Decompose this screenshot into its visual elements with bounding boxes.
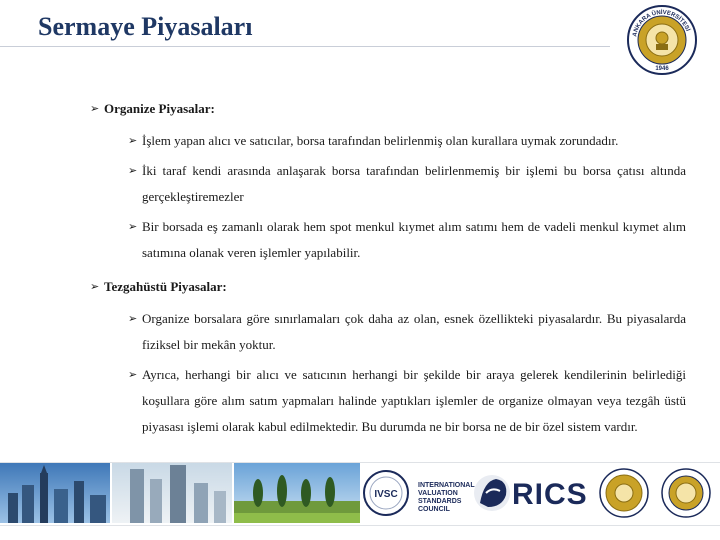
university-name-text: ANKARA ÜNİVERSİTESİ (632, 9, 691, 38)
arrow-bullet-icon: ➢ (128, 369, 138, 381)
city-skyline-image (0, 463, 360, 523)
arrow-bullet-icon: ➢ (90, 103, 100, 115)
tezgah-item-text: Organize borsalara göre sınırlamaları çok daha az olan, esnek özellikteki piyasalardır. Bu piyasalarda fiziksel bir mekân yoktur. (142, 311, 686, 352)
university-seal-small-icon (662, 469, 710, 517)
list-item (90, 306, 686, 358)
arrow-bullet-icon: ➢ (128, 135, 138, 147)
tezgah-item-text: Ayrıca, herhangi bir alıcı ve satıcının herhangi bir şekilde bir araya gelerek kendilerinin belirlediği koşullara göre alım satım yapmaları halinde yaptıkları işlemler de organize olmayan veya tezgâh üstü piyasası işlemi olarak kabul edilmektedir. Bu durumda ne bir borsa ne de bir özel sistem vardır. (142, 367, 686, 434)
university-seal-logo (626, 4, 698, 76)
ivsc-logo-icon (364, 471, 408, 515)
ivsc-caption-line: COUNCIL (418, 506, 450, 513)
list-item (90, 158, 686, 210)
arrow-bullet-icon: ➢ (128, 221, 138, 233)
title-divider (0, 46, 610, 47)
list-item (90, 128, 686, 154)
arrow-bullet-icon: ➢ (90, 281, 100, 293)
organize-item-text: Bir borsada eş zamanlı olarak hem spot menkul kıymet alım satımı hem de vadeli menkul kıymet alım satımına olanak veren işlemler yapılabilir. (142, 219, 686, 260)
ivsc-caption-line: INTERNATIONAL (418, 482, 475, 489)
slide-title: Sermaye Piyasaları (38, 12, 253, 41)
tezgah-heading-row (90, 274, 686, 300)
list-item (90, 214, 686, 266)
rics-logo-text: RICS (512, 478, 588, 511)
organize-item-text: İki taraf kendi arasında anlaşarak borsa tarafından belirlenmemiş bir işlemi bu borsa çatısı altında gerçekleştiremezler (142, 163, 686, 204)
university-emblem-icon (600, 469, 648, 517)
list-item (90, 362, 686, 440)
tezgah-heading: Tezgahüstü Piyasalar: (104, 279, 227, 294)
university-year-text: 1946 (655, 66, 669, 72)
slide-content (90, 96, 686, 444)
organize-heading: Organize Piyasalar: (104, 101, 215, 116)
arrow-bullet-icon: ➢ (128, 165, 138, 177)
ivsc-caption (418, 482, 475, 514)
ivsc-caption-line: VALUATION (418, 490, 458, 497)
arrow-bullet-icon: ➢ (128, 313, 138, 325)
ivsc-label: IVSC (374, 489, 398, 500)
ivsc-caption-line: STANDARDS (418, 498, 462, 505)
organize-item-text: İşlem yapan alıcı ve satıcılar, borsa tarafından belirlenmiş olan kurallara uymak zorundadır. (142, 133, 619, 148)
organize-heading-row (90, 96, 686, 122)
rics-lion-icon (474, 475, 510, 511)
